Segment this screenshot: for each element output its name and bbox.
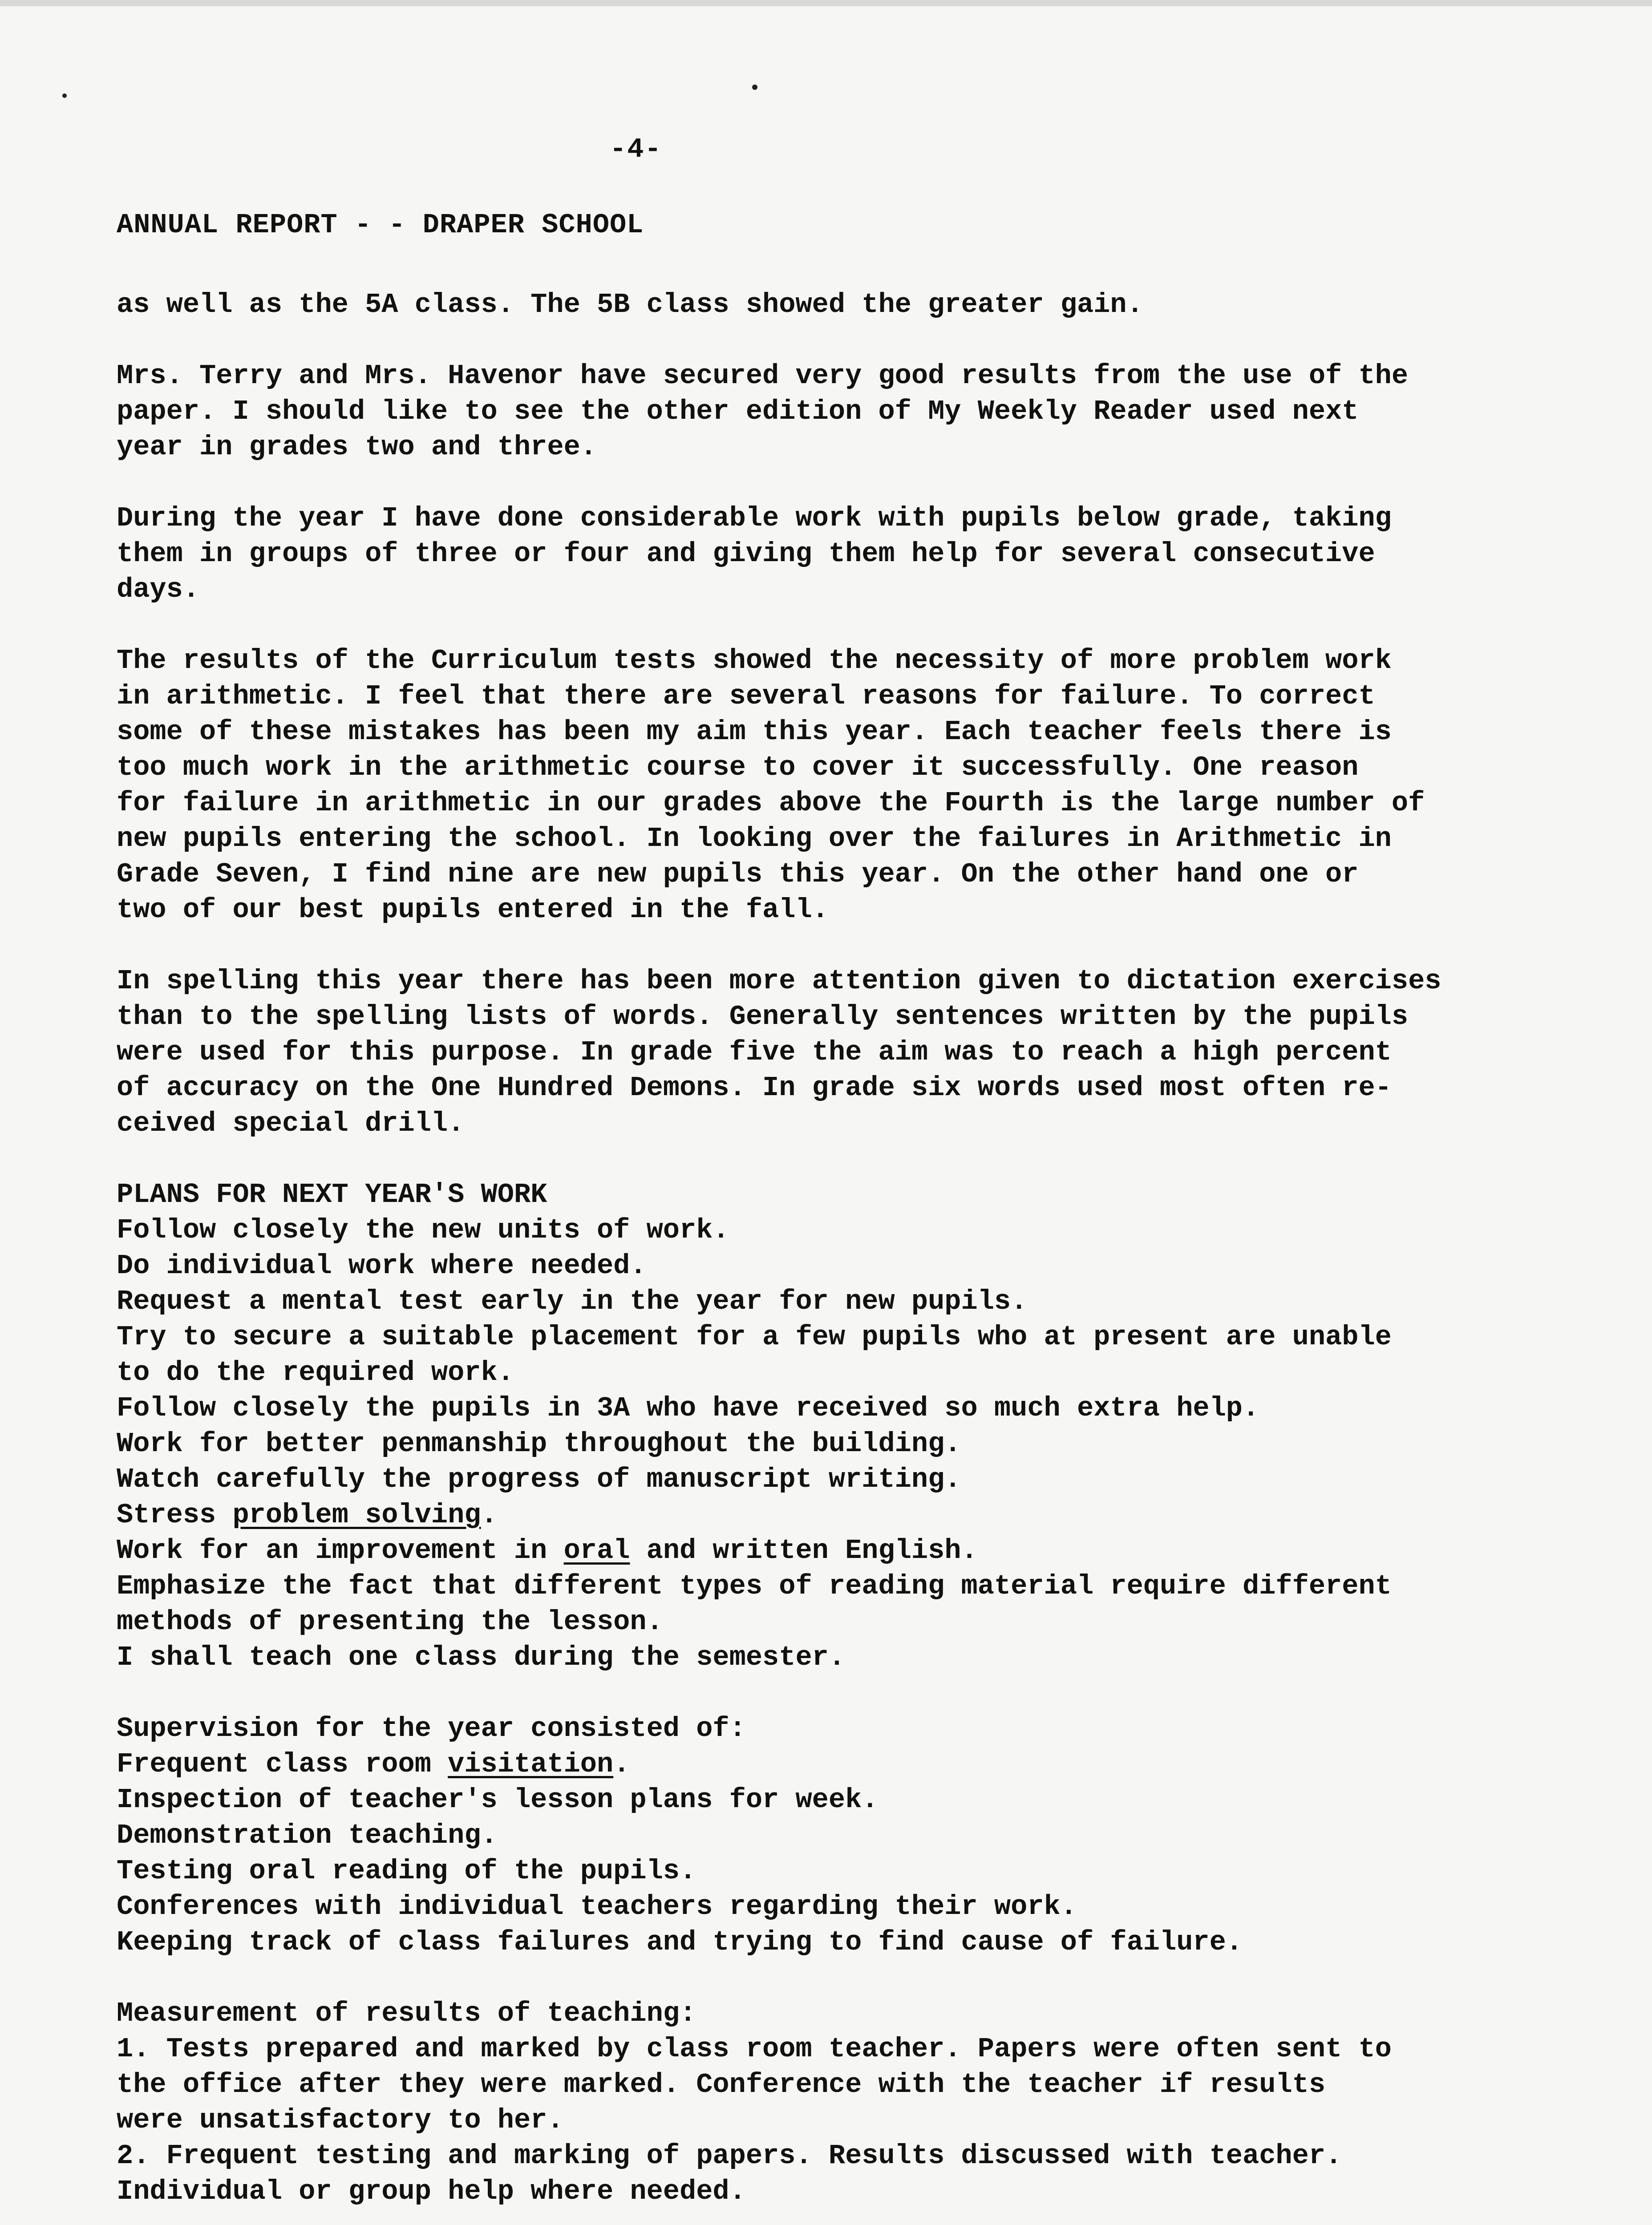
- scan-speck: [62, 93, 67, 98]
- supervision-title: Supervision for the year consisted of:: [117, 1713, 746, 1744]
- plans-item: Do individual work where needed.: [117, 1250, 647, 1282]
- underlined-text: problem solving: [232, 1499, 481, 1531]
- paragraph: as well as the 5A class. The 5B class showed the greater gain.: [117, 289, 1143, 320]
- plans-item: Watch carefully the progress of manuscript writing.: [117, 1464, 961, 1495]
- scan-speck: [752, 85, 757, 90]
- plans-item: Follow closely the pupils in 3A who have received so much extra help.: [117, 1392, 1259, 1424]
- plans-item: I shall teach one class during the semester.: [117, 1642, 846, 1673]
- paragraph: Mrs. Terry and Mrs. Havenor have secured very good results from the use of the paper. I should like to see the other edition of My Weekly Reader used next year in grades two and three.: [117, 360, 1409, 463]
- measurement-item: 1. Tests prepared and marked by class room teacher. Papers were often sent to the office after they were marked. Conference with the teacher if results were unsatisfactory to her.: [117, 2033, 1392, 2136]
- plans-item-oral: [117, 1533, 1603, 1569]
- underlined-text: visitation: [448, 1748, 614, 1780]
- plans-item: Emphasize the fact that different types of reading material require different methods of presenting the lesson.: [117, 1570, 1392, 1638]
- measurement-list: [117, 2031, 1603, 2209]
- supervision-item-visitation: [117, 1747, 1603, 1782]
- underlined-text: oral: [563, 1535, 630, 1566]
- paragraph: During the year I have done considerable work with pupils below grade, taking them in groups of three or four and giving them help for several consecutive days.: [117, 502, 1392, 605]
- text: .: [481, 1499, 498, 1531]
- plans-item: Follow closely the new units of work.: [117, 1214, 729, 1246]
- plans-title: PLANS FOR NEXT YEAR'S WORK: [117, 1179, 547, 1210]
- plans-item: Work for better penmanship throughout the building.: [117, 1428, 961, 1460]
- scan-top-edge: [0, 0, 1652, 6]
- paragraph: The results of the Curriculum tests showed the necessity of more problem work in arithmetic. I feel that there are several reasons for failure. To correct some of these mistakes has been my aim this year. Each teacher feels there is too much work in the arithmetic course to cover it successfully. One reason for failure in arithmetic in our grades above the Fourth is the large number of new pupils entering the school. In looking over the failures in Arithmetic in Grade Seven, I find nine are new pupils this year. On the other hand one or two of our best pupils entered in the fall.: [117, 645, 1425, 926]
- text: Frequent class room: [117, 1748, 448, 1780]
- text: .: [613, 1748, 630, 1780]
- supervision-item: Keeping track of class failures and trying to find cause of failure.: [117, 1926, 1243, 1958]
- text: and written English.: [630, 1535, 978, 1566]
- measurement-title: Measurement of results of teaching:: [117, 1998, 696, 2029]
- text: Work for an improvement in: [117, 1535, 564, 1566]
- plans-list: [117, 1213, 1603, 1675]
- page-number: -4-: [610, 134, 662, 165]
- plans-item-stress: [117, 1497, 1603, 1533]
- supervision-list: [117, 1747, 1603, 1960]
- supervision-item: Conferences with individual teachers regarding their work.: [117, 1891, 1077, 1922]
- supervision-item: Testing oral reading of the pupils.: [117, 1855, 696, 1887]
- report-header: ANNUAL REPORT - - DRAPER SCHOOL: [117, 209, 644, 241]
- plans-item: Try to secure a suitable placement for a few pupils who at present are unable to do the required work.: [117, 1321, 1392, 1388]
- supervision-item: Demonstration teaching.: [117, 1820, 498, 1851]
- document-body: [117, 287, 1603, 2225]
- supervision-item: Inspection of teacher's lesson plans for week.: [117, 1784, 879, 1816]
- plans-item: Request a mental test early in the year for new pupils.: [117, 1286, 1028, 1317]
- measurement-item: 2. Frequent testing and marking of papers. Results discussed with teacher. Individual or group help where needed.: [117, 2140, 1342, 2207]
- text: Stress: [117, 1499, 233, 1531]
- paragraph: In spelling this year there has been more attention given to dictation exercises than to the spelling lists of words. Generally sentences written by the pupils were used for this purpose. In grade five the aim was to reach a high percent of accuracy on the One Hundred Demons. In grade six words used most often re- ceived special drill.: [117, 965, 1441, 1139]
